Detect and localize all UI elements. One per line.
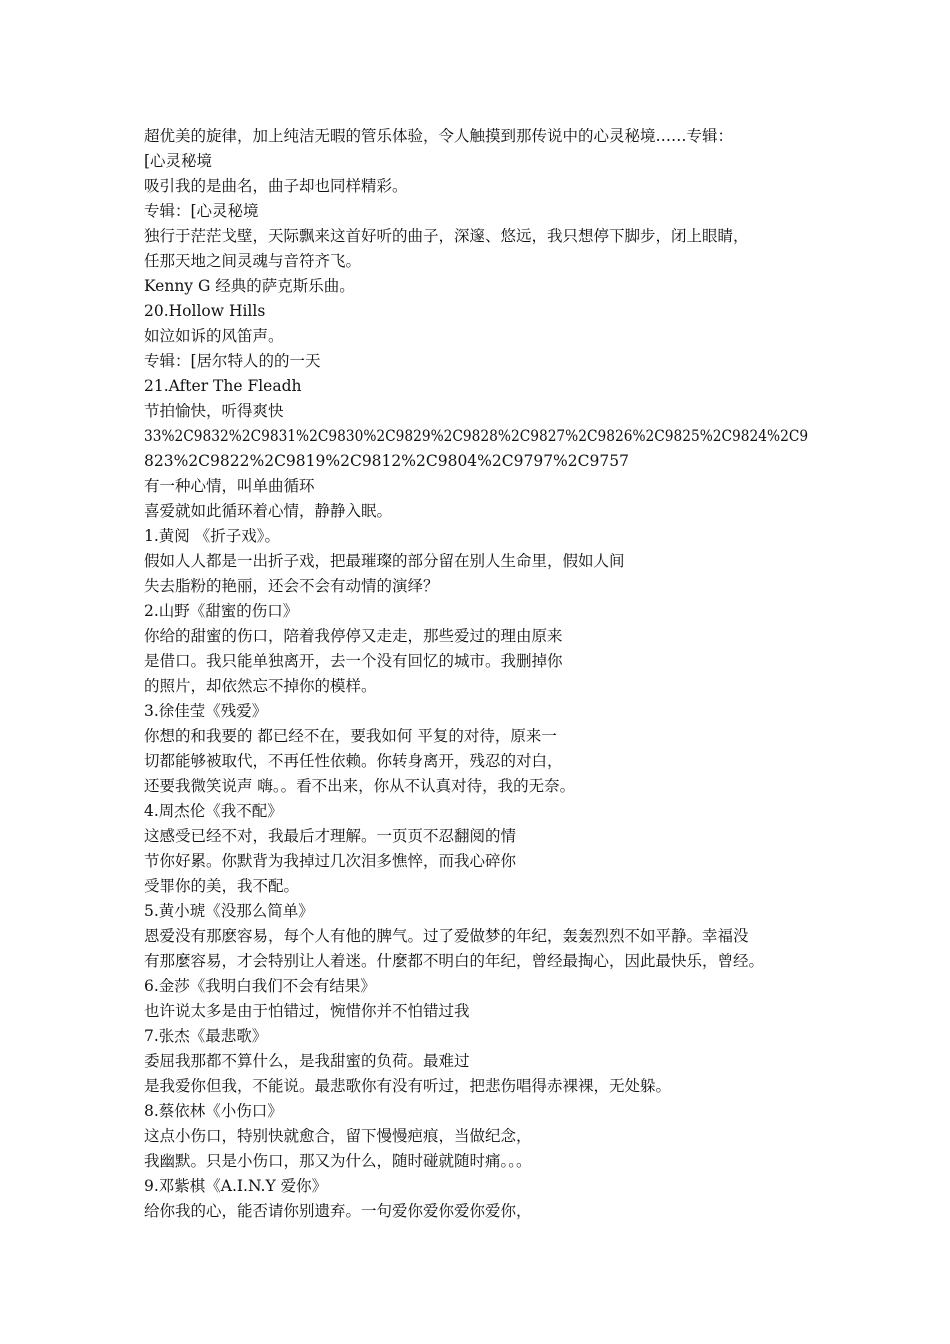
text-line: 的照片，却依然忘不掉你的模样。 bbox=[144, 677, 377, 695]
text-line: 这感受已经不对，我最后才理解。一页页不忍翻阅的情 bbox=[144, 827, 517, 845]
text-line: 20.Hollow Hills bbox=[144, 302, 266, 320]
text-line: 1.黄阅 《折子戏》。 bbox=[144, 527, 280, 545]
text-line: 你想的和我要的 都已经不在，要我如何 平复的对待，原来一 bbox=[144, 727, 557, 745]
document-body bbox=[144, 124, 808, 1224]
text-line: Kenny G 经典的萨克斯乐曲。 bbox=[144, 277, 355, 295]
text-line: 给你我的心，能否请你别遗弃。一句爱你爱你爱你爱你， bbox=[144, 1202, 532, 1220]
text-line: 7.张杰《最悲歌》 bbox=[144, 1027, 268, 1045]
text-line: 是我爱你但我，不能说。最悲歌你有没有听过，把悲伤唱得赤裸裸，无处躲。 bbox=[144, 1077, 672, 1095]
text-line: 9.邓紫棋《A.I.N.Y 爱你》 bbox=[144, 1177, 328, 1195]
text-line: 有一种心情，叫单曲循环 bbox=[144, 477, 315, 495]
text-line: 专辑：[居尔特人的的一天 bbox=[144, 352, 321, 370]
text-line: 也许说太多是由于怕错过，惋惜你并不怕错过我 bbox=[144, 1002, 470, 1020]
text-line: 5.黄小琥《没那么简单》 bbox=[144, 902, 314, 920]
text-line: 还要我微笑说声 嗨。。看不出来，你从不认真对待，我的无奈。 bbox=[144, 777, 576, 795]
text-line: 超优美的旋律，加上纯洁无暇的管乐体验，令人触摸到那传说中的心灵秘境……专辑： bbox=[144, 127, 734, 145]
text-line: 专辑：[心灵秘境 bbox=[144, 202, 259, 220]
text-line: 假如人人都是一出折子戏，把最璀璨的部分留在别人生命里，假如人间 bbox=[144, 552, 625, 570]
text-line: 任那天地之间灵魂与音符齐飞。 bbox=[144, 252, 362, 270]
text-line: 有那麼容易，才会特别让人着迷。什麼都不明白的年纪，曾经最掏心，因此最快乐，曾经。 bbox=[144, 952, 765, 970]
text-line: 8.蔡依林《小伤口》 bbox=[144, 1102, 283, 1120]
text-line: 823%2C9822%2C9819%2C9812%2C9804%2C9797%2C9757 bbox=[144, 452, 629, 470]
text-line: 独行于茫茫戈壁，天际飘来这首好听的曲子，深邃、悠远，我只想停下脚步，闭上眼睛， bbox=[144, 227, 749, 245]
text-line: 33%2C9832%2C9831%2C9830%2C9829%2C9828%2C9827%2C9826%2C9825%2C9824%2C9 bbox=[144, 427, 809, 445]
text-line: 如泣如诉的风笛声。 bbox=[144, 327, 284, 345]
text-line: 21.After The Fleadh bbox=[144, 377, 302, 395]
text-line: 受罪你的美，我不配。 bbox=[144, 877, 300, 895]
text-line: 这点小伤口，特别快就愈合，留下慢慢疤痕，当做纪念， bbox=[144, 1127, 532, 1145]
text-line: [心灵秘境 bbox=[144, 152, 213, 170]
text-line: 4.周杰伦《我不配》 bbox=[144, 802, 283, 820]
text-line: 切都能够被取代，不再任性依赖。你转身离开，残忍的对白， bbox=[144, 752, 563, 770]
text-line: 你给的甜蜜的伤口，陪着我停停又走走，那些爱过的理由原来 bbox=[144, 627, 563, 645]
text-line: 恩爱没有那麽容易，每个人有他的脾气。过了爱做梦的年纪，轰轰烈烈不如平静。幸福没 bbox=[144, 927, 749, 945]
text-line: 3.徐佳莹《残爱》 bbox=[144, 702, 268, 720]
text-line: 失去脂粉的艳丽，还会不会有动情的演绎？ bbox=[144, 577, 439, 595]
text-line: 是借口。我只能单独离开，去一个没有回忆的城市。我删掉你 bbox=[144, 652, 563, 670]
text-line: 2.山野《甜蜜的伤口》 bbox=[144, 602, 299, 620]
text-line: 吸引我的是曲名，曲子却也同样精彩。 bbox=[144, 177, 408, 195]
text-line: 6.金莎《我明白我们不会有结果》 bbox=[144, 977, 376, 995]
text-line: 节你好累。你默背为我掉过几次泪多憔悴，而我心碎你 bbox=[144, 852, 517, 870]
text-line: 喜爱就如此循环着心情，静静入眠。 bbox=[144, 502, 393, 520]
text-line: 我幽默。只是小伤口，那又为什么，随时碰就随时痛。。。 bbox=[144, 1152, 532, 1170]
text-line: 节拍愉快，听得爽快 bbox=[144, 402, 284, 420]
text-line: 委屈我那都不算什么，是我甜蜜的负荷。最难过 bbox=[144, 1052, 470, 1070]
